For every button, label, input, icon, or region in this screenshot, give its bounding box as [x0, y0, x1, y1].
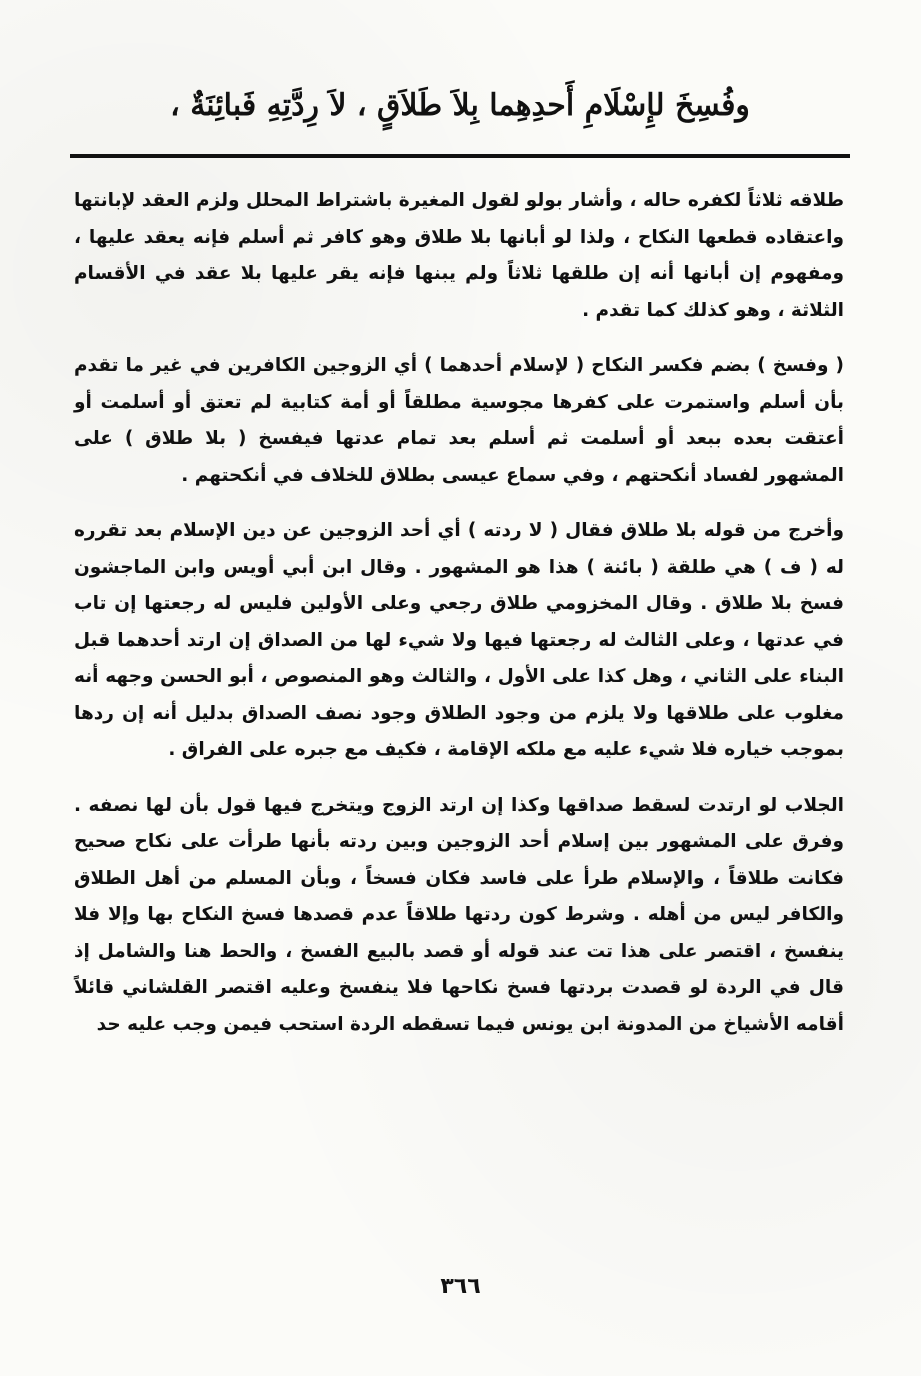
body-paragraph: ( وفسخ ) بضم فكسر النكاح ( لإسلام أحدهما ) أي الزوجين الكافرين في غير ما تقدم بأن أسلم واستمرت على كفرها مجوسية مطلقاً أو أمة كتابية لم تعتق أو أسلمت أو أعتقت بعده ببعد أو أسلمت ثم أسلم بعد تمام عدتها فيفسخ ( بلا طلاق ) على المشهور لفساد أنكحتهم ، وفي سماع عيسى بطلاق للخلاف في أنكحتهم . [74, 355, 844, 486]
body-paragraph: الجلاب لو ارتدت لسقط صداقها وكذا إن ارتد الزوج ويتخرج فيها قول بأن لها نصفه . وفرق على المشهور بين إسلام أحد الزوجين وبين ردته بأنها طرأت على نكاح صحيح فكانت طلاقاً ، والإسلام طرأ على فاسد فكان فسخاً ، وبأن المسلم من أهل الطلاق والكافر ليس من أهله . وشرط كون ردتها طلاقاً عدم قصدها فسخ النكاح بها وإلا فلا ينفسخ ، اقتصر على هذا تت عند قوله أو قصد بالبيع الفسخ ، والحط هنا والشامل إذ قال في الردة لو قصدت بردتها فسخ نكاحها فلا ينفسخ وعليه اقتصر القلشاني قائلاً أقامه الأشياخ من المدونة ابن يونس فيما تسقطه الردة استحب فيمن وجب عليه حد [74, 794, 844, 1035]
page-number: ٣٦٦ [440, 1274, 481, 1299]
page-body [74, 183, 844, 1062]
body-paragraph: طلاقه ثلاثاً لكفره حاله ، وأشار بولو لقول المغيرة باشتراط المحلل ولزم العقد لإبانتها واعتقاده قطعها النكاح ، ولذا لو أبانها بلا طلاق وهو كافر ثم أسلم فإنه يعقد عليها ، ومفهوم إن أبانها أنه إن طلقها ثلاثاً ولم يبنها فإنه يقر عليها بلا عقد في الأقسام الثلاثة ، وهو كذلك كما تقدم . [74, 190, 844, 321]
page-heading: وفُسِخَ لإِسْلَامِ أَحدِهِما بِلاَ طَلاَقٍ ، لاَ رِدَّتِهِ فَبائِنَةٌ ، [170, 88, 750, 123]
body-paragraph: وأخرج من قوله بلا طلاق فقال ( لا ردته ) أي أحد الزوجين عن دين الإسلام بعد تقرره له ( ف ) هي طلقة ( بائنة ) هذا هو المشهور . وقال ابن أبي أويس وابن الماجشون فسخ بلا طلاق . وقال المخزومي طلاق رجعي وعلى الأولين فليس له رجعتها إن تاب في عدتها ، وعلى الثالث له رجعتها فيها ولا شيء لها من الصداق إن ارتد أحدهما قبل البناء على الثاني ، وهل كذا على الأول ، والثالث وهو المنصوص ، أبو الحسن وجهه أنه مغلوب على طلاقها ولا يلزم من وجود الطلاق وجود نصف الصداق بدليل أنه إن ردها بموجب خياره فلا شيء عليه مع ملكه الإقامة ، فكيف مع جبره على الفراق . [74, 520, 844, 760]
heading-divider [70, 154, 850, 158]
